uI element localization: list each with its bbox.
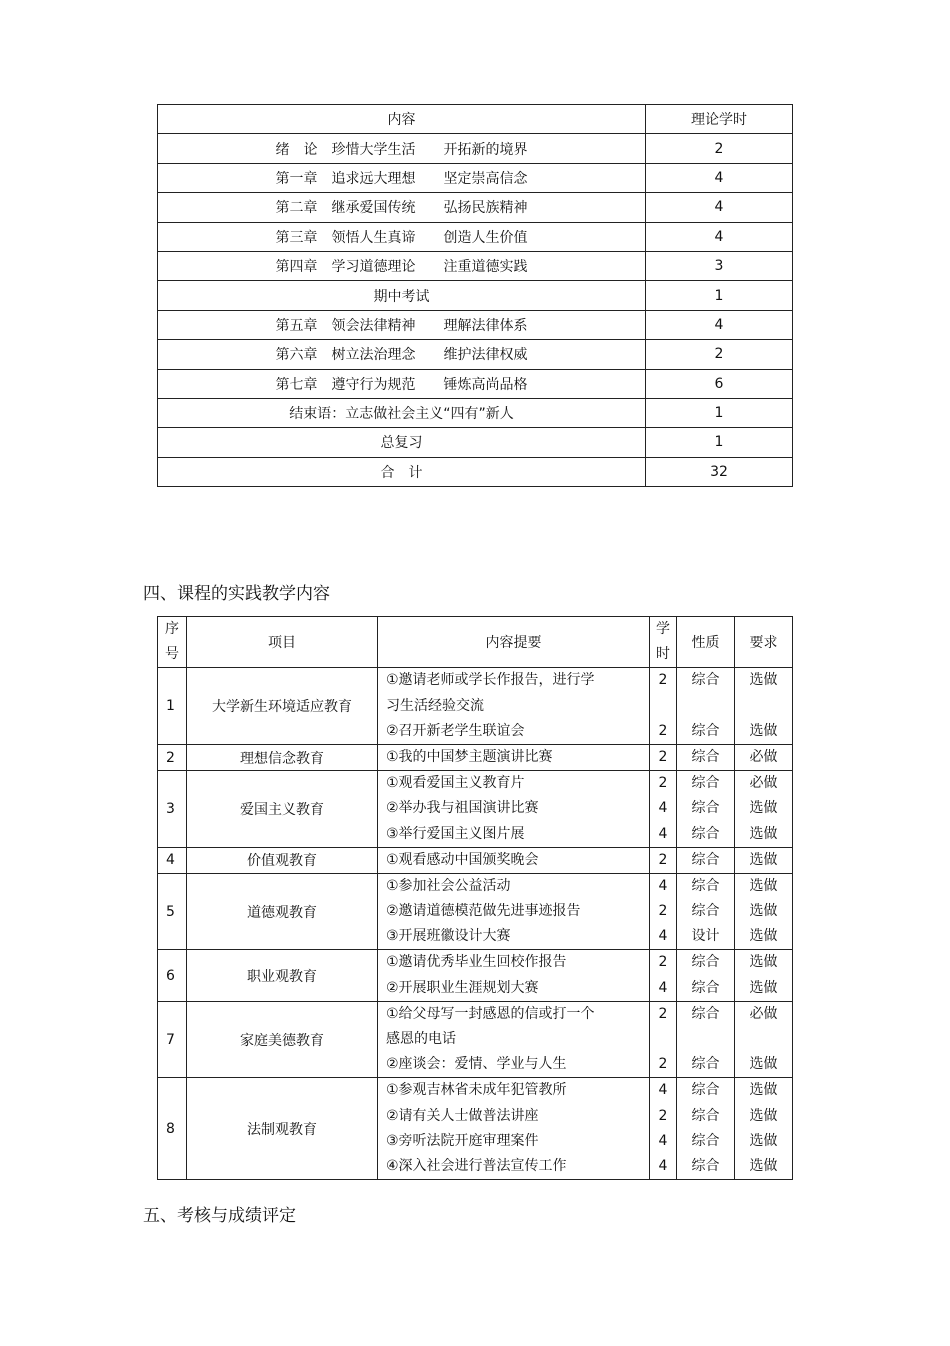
requirement-lines (735, 745, 792, 770)
row-nature (677, 1078, 735, 1180)
hours-value: 2 (658, 722, 668, 739)
row-hours (650, 873, 677, 950)
nature-lines (677, 771, 734, 847)
row-content-summary (378, 950, 650, 1001)
content-line: ①参观吉林省未成年犯管教所 (386, 1082, 567, 1099)
row-requirement (735, 668, 793, 745)
table-row (158, 950, 793, 1001)
content-lines (378, 745, 649, 770)
row-requirement (735, 1078, 793, 1180)
hours-value: 2 (658, 672, 668, 689)
header-nature: 性质 (677, 617, 735, 668)
requirement-value: 选做 (749, 825, 778, 842)
section-5-title: 五、考核与成绩评定 (143, 1206, 296, 1226)
row-hours: 4 (646, 193, 793, 222)
row-content: 第四章 学习道德理论 注重道德实践 (158, 251, 646, 280)
row-hours: 2 (646, 134, 793, 163)
hours-value: 2 (658, 851, 668, 868)
nature-lines (677, 668, 734, 744)
requirement-spacer (735, 694, 792, 719)
row-hours (650, 1078, 677, 1180)
nature-value: 综合 (691, 1056, 720, 1073)
requirement-value: 选做 (749, 1107, 778, 1124)
header-seq-line: 序 (165, 621, 179, 637)
row-content-summary (378, 1078, 650, 1180)
requirement-value: 选做 (749, 877, 778, 894)
hours-lines (650, 874, 676, 950)
row-hours: 3 (646, 251, 793, 280)
nature-lines (677, 1078, 734, 1179)
nature-spacer (677, 1027, 734, 1052)
practice-content-table-body (158, 617, 793, 1180)
content-line: ②请有关人士做普法讲座 (386, 1107, 539, 1124)
content-lines (378, 771, 649, 847)
row-seq: 7 (158, 1001, 187, 1078)
row-nature (677, 873, 735, 950)
content-line: ①参加社会公益活动 (386, 877, 511, 894)
content-lines (378, 848, 649, 873)
requirement-value: 选做 (749, 979, 778, 996)
hours-lines (650, 1002, 676, 1078)
row-nature (677, 950, 735, 1001)
row-hours: 1 (646, 281, 793, 310)
row-content-summary (378, 668, 650, 745)
row-requirement (735, 950, 793, 1001)
hours-value: 2 (658, 954, 668, 971)
row-content-summary (378, 771, 650, 848)
row-content-summary (378, 1001, 650, 1078)
header-theory-hours: 理论学时 (646, 105, 793, 134)
header-hours-line: 时 (656, 646, 670, 663)
nature-value: 综合 (691, 775, 720, 792)
requirement-value: 选做 (749, 954, 778, 971)
row-requirement (735, 873, 793, 950)
nature-value: 综合 (691, 1157, 720, 1174)
requirement-lines (735, 771, 792, 847)
row-hours: 32 (646, 457, 793, 486)
hours-value: 4 (658, 1082, 668, 1099)
nature-value: 综合 (691, 1132, 720, 1149)
row-hours: 1 (646, 398, 793, 427)
nature-lines (677, 874, 734, 950)
content-lines (378, 874, 649, 950)
header-project: 项目 (187, 617, 378, 668)
header-content: 内容 (158, 105, 646, 134)
row-content: 总复习 (158, 428, 646, 457)
table-row (158, 281, 793, 310)
requirement-value: 选做 (749, 672, 778, 689)
requirement-value: 必做 (749, 748, 778, 765)
row-project: 爱国主义教育 (187, 771, 378, 848)
row-content: 结束语：立志做社会主义“四有”新人 (158, 398, 646, 427)
content-line: ①邀请老师或学长作报告，进行学 (386, 672, 595, 689)
row-nature (677, 668, 735, 745)
hours-lines (650, 771, 676, 847)
row-seq: 3 (158, 771, 187, 848)
nature-value: 综合 (691, 851, 720, 868)
table-row (158, 398, 793, 427)
hours-spacer (650, 1027, 676, 1052)
row-content: 第七章 遵守行为规范 锤炼高尚品格 (158, 369, 646, 398)
requirement-spacer (735, 1027, 792, 1052)
content-line: ①给父母写一封感恩的信或打一个 (386, 1005, 595, 1022)
row-project: 大学新生环境适应教育 (187, 668, 378, 745)
requirement-value: 必做 (749, 775, 778, 792)
row-content-summary (378, 744, 650, 770)
content-line: ②举办我与祖国演讲比赛 (386, 800, 539, 817)
header-hours-line: 学 (656, 621, 670, 637)
content-line: ②邀请道德模范做先进事迹报告 (386, 903, 581, 920)
row-seq: 5 (158, 873, 187, 950)
row-seq: 1 (158, 668, 187, 745)
requirement-value: 选做 (749, 928, 778, 945)
row-hours (650, 847, 677, 873)
header-requirement: 要求 (735, 617, 793, 668)
row-requirement (735, 771, 793, 848)
hours-value: 4 (658, 877, 668, 894)
requirement-lines (735, 1078, 792, 1179)
nature-value: 综合 (691, 979, 720, 996)
hours-value: 4 (658, 928, 668, 945)
row-content: 第六章 树立法治理念 维护法律权威 (158, 340, 646, 369)
nature-value: 综合 (691, 825, 720, 842)
row-content-summary (378, 847, 650, 873)
requirement-lines (735, 950, 792, 1000)
hours-lines (650, 745, 676, 770)
row-nature (677, 744, 735, 770)
nature-value: 综合 (691, 954, 720, 971)
hours-value: 2 (658, 748, 668, 765)
requirement-lines (735, 848, 792, 873)
row-hours: 4 (646, 163, 793, 192)
requirement-value: 必做 (749, 1005, 778, 1022)
row-hours (650, 668, 677, 745)
table-row (158, 668, 793, 745)
table-row (158, 847, 793, 873)
row-hours: 4 (646, 310, 793, 339)
hours-value: 4 (658, 1132, 668, 1149)
table-row (158, 1001, 793, 1078)
content-line: ①观看感动中国颁奖晚会 (386, 851, 539, 868)
hours-lines (650, 668, 676, 744)
nature-lines (677, 1002, 734, 1078)
hours-value: 2 (658, 1107, 668, 1124)
requirement-value: 选做 (749, 800, 778, 817)
row-content: 第三章 领悟人生真谛 创造人生价值 (158, 222, 646, 251)
requirement-value: 选做 (749, 1157, 778, 1174)
row-seq: 2 (158, 744, 187, 770)
hours-lines (650, 950, 676, 1000)
requirement-value: 选做 (749, 722, 778, 739)
nature-spacer (677, 694, 734, 719)
row-seq: 4 (158, 847, 187, 873)
header-seq-line: 号 (165, 646, 179, 663)
hours-value: 2 (658, 1056, 668, 1073)
table-row (158, 193, 793, 222)
row-content: 绪 论 珍惜大学生活 开拓新的境界 (158, 134, 646, 163)
table-row (158, 457, 793, 486)
table-row (158, 222, 793, 251)
table-row (158, 369, 793, 398)
hours-value: 2 (658, 775, 668, 792)
hours-value: 4 (658, 800, 668, 817)
content-lines (378, 668, 649, 744)
row-content: 第五章 领会法律精神 理解法律体系 (158, 310, 646, 339)
content-line: ④深入社会进行普法宣传工作 (386, 1157, 567, 1174)
content-line: ③举行爱国主义图片展 (386, 825, 525, 842)
row-nature (677, 847, 735, 873)
row-content: 第一章 追求远大理想 坚定崇高信念 (158, 163, 646, 192)
table-header-row (158, 105, 793, 134)
row-content: 第二章 继承爱国传统 弘扬民族精神 (158, 193, 646, 222)
theory-hours-table (157, 104, 793, 487)
hours-value: 4 (658, 825, 668, 842)
row-hours (650, 744, 677, 770)
row-project: 价值观教育 (187, 847, 378, 873)
nature-value: 综合 (691, 672, 720, 689)
table-row (158, 310, 793, 339)
row-content-summary (378, 873, 650, 950)
table-row (158, 771, 793, 848)
requirement-value: 选做 (749, 1132, 778, 1149)
row-project: 职业观教育 (187, 950, 378, 1001)
row-hours: 6 (646, 369, 793, 398)
header-seq (158, 617, 187, 668)
requirement-lines (735, 874, 792, 950)
content-lines (378, 1002, 649, 1078)
content-line: ③开展班徽设计大赛 (386, 928, 511, 945)
content-line: ②召开新老学生联谊会 (386, 722, 525, 739)
nature-value: 设计 (691, 928, 720, 945)
content-line: ②开展职业生涯规划大赛 (386, 979, 539, 996)
content-line: ①观看爱国主义教育片 (386, 775, 525, 792)
requirement-value: 选做 (749, 851, 778, 868)
row-requirement (735, 744, 793, 770)
nature-value: 综合 (691, 903, 720, 920)
nature-value: 综合 (691, 800, 720, 817)
requirement-lines (735, 1002, 792, 1078)
nature-lines (677, 848, 734, 873)
row-project: 家庭美德教育 (187, 1001, 378, 1078)
table-row (158, 163, 793, 192)
row-content: 合 计 (158, 457, 646, 486)
requirement-value: 选做 (749, 1082, 778, 1099)
nature-value: 综合 (691, 722, 720, 739)
requirement-value: 选做 (749, 903, 778, 920)
content-lines (378, 1078, 649, 1179)
theory-hours-table-body (158, 105, 793, 487)
table-header-row (158, 617, 793, 668)
table-row (158, 251, 793, 280)
table-row (158, 428, 793, 457)
header-hours (650, 617, 677, 668)
nature-value: 综合 (691, 1005, 720, 1022)
content-lines (378, 950, 649, 1000)
table-row (158, 1078, 793, 1180)
nature-value: 综合 (691, 748, 720, 765)
hours-value: 4 (658, 979, 668, 996)
row-hours (650, 771, 677, 848)
content-line: ③旁听法院开庭审理案件 (386, 1132, 539, 1149)
table-row (158, 873, 793, 950)
row-seq: 6 (158, 950, 187, 1001)
table-row (158, 744, 793, 770)
header-content-summary: 内容提要 (378, 617, 650, 668)
row-project: 法制观教育 (187, 1078, 378, 1180)
row-project: 理想信念教育 (187, 744, 378, 770)
content-line: ①邀请优秀毕业生回校作报告 (386, 954, 567, 971)
content-line: 习生活经验交流 (386, 697, 484, 714)
table-row (158, 340, 793, 369)
nature-lines (677, 745, 734, 770)
row-project: 道德观教育 (187, 873, 378, 950)
hours-lines (650, 1078, 676, 1179)
nature-value: 综合 (691, 1107, 720, 1124)
nature-lines (677, 950, 734, 1000)
content-line: ②座谈会：爱情、学业与人生 (386, 1056, 567, 1073)
hours-spacer (650, 694, 676, 719)
row-hours (650, 1001, 677, 1078)
nature-value: 综合 (691, 877, 720, 894)
hours-value: 2 (658, 903, 668, 920)
hours-value: 2 (658, 1005, 668, 1022)
hours-lines (650, 848, 676, 873)
row-content: 期中考试 (158, 281, 646, 310)
content-line: 感恩的电话 (386, 1031, 456, 1047)
row-hours: 1 (646, 428, 793, 457)
requirement-lines (735, 668, 792, 744)
row-nature (677, 1001, 735, 1078)
row-hours (650, 950, 677, 1001)
hours-value: 4 (658, 1157, 668, 1174)
nature-value: 综合 (691, 1082, 720, 1099)
row-seq: 8 (158, 1078, 187, 1180)
requirement-value: 选做 (749, 1056, 778, 1073)
row-hours: 4 (646, 222, 793, 251)
table-row (158, 134, 793, 163)
row-nature (677, 771, 735, 848)
content-line: ①我的中国梦主题演讲比赛 (386, 748, 553, 765)
row-requirement (735, 1001, 793, 1078)
row-hours: 2 (646, 340, 793, 369)
section-4-title: 四、课程的实践教学内容 (143, 584, 330, 604)
practice-content-table (157, 616, 793, 1180)
row-requirement (735, 847, 793, 873)
